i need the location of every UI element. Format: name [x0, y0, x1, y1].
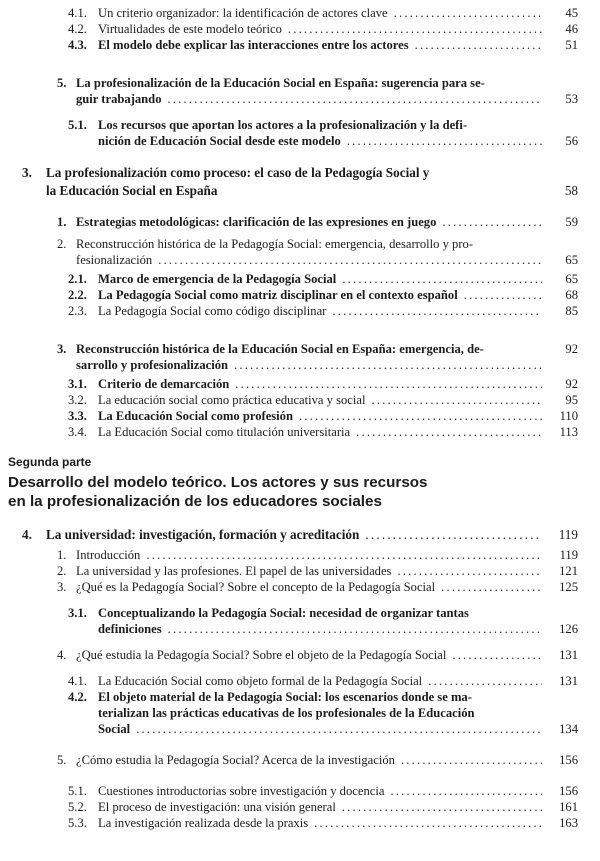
toc-entry — [0, 547, 600, 563]
entry-number: 1. — [57, 547, 67, 562]
entry-title: ¿Qué es la Pedagogía Social? Sobre el concepto de la Pedagogía Social — [76, 579, 436, 594]
entry-number: 4. — [57, 647, 67, 662]
toc-line — [0, 357, 600, 373]
page-number: 85 — [565, 304, 578, 318]
page-number: 65 — [565, 272, 578, 286]
page-number: 119 — [558, 527, 578, 542]
toc-entry — [0, 287, 600, 303]
page-number: 156 — [559, 752, 578, 767]
dot-leader — [314, 815, 542, 831]
entry-title: La profesionalización de la Educación Social en España: sugerencia para se- — [76, 76, 485, 90]
entry-number: 5. — [57, 752, 67, 767]
entry-title: El proceso de investigación: una visión general — [98, 799, 336, 814]
toc-line — [0, 236, 600, 252]
toc-line — [0, 341, 600, 357]
page-number: 110 — [559, 409, 578, 423]
dot-leader — [146, 547, 542, 563]
toc-entry — [0, 673, 600, 689]
page-number: 58 — [564, 182, 578, 198]
entry-title: El modelo debe explicar las interacciones entre los actores — [98, 38, 409, 52]
dot-leader — [158, 252, 542, 268]
part-heading — [0, 455, 600, 511]
entry-title: Estrategias metodológicas: clarificación de las expresiones en juego — [76, 215, 437, 229]
dot-leader — [452, 647, 542, 663]
entry-number: 4.2. — [68, 689, 87, 704]
entry-number: 4.1. — [68, 673, 87, 688]
dot-leader — [299, 408, 542, 424]
toc-entry — [0, 341, 600, 373]
page-number: 68 — [565, 288, 578, 302]
toc-line — [0, 547, 600, 563]
toc-entry — [0, 408, 600, 424]
toc-line — [0, 408, 600, 424]
entry-number: 3. — [57, 342, 67, 356]
toc-line — [0, 75, 600, 91]
entry-number: 2.2. — [68, 288, 87, 302]
toc-line — [0, 214, 600, 230]
toc-line — [0, 605, 600, 621]
dot-leader — [441, 579, 542, 595]
entry-title: La Pedagogía Social como matriz disciplinar en el contexto español — [98, 288, 458, 302]
toc-line — [0, 392, 600, 408]
dot-leader — [347, 133, 542, 149]
page-number: 125 — [559, 579, 578, 594]
page-number: 46 — [565, 22, 578, 36]
page-number: 92 — [565, 342, 578, 356]
page-number: 156 — [559, 783, 578, 798]
entry-title: Social — [98, 721, 131, 736]
page-number: 56 — [565, 134, 578, 148]
toc-entry — [0, 563, 600, 579]
entry-title: Los recursos que aportan los actores a la profesionalización y la defi- — [98, 118, 468, 132]
toc-line — [0, 21, 600, 37]
entry-title: Un criterio organizador: la identificación de actores clave — [98, 6, 388, 20]
dot-leader — [464, 287, 542, 303]
dot-leader — [401, 752, 542, 768]
entry-number: 3.4. — [68, 425, 87, 439]
entry-title: ¿Qué estudia la Pedagogía Social? Sobre el objeto de la Pedagogía Social — [76, 647, 447, 662]
page-number: 53 — [565, 92, 578, 106]
toc-entry — [0, 75, 600, 107]
entry-title: Cuestiones introductorias sobre investigación y docencia — [98, 783, 385, 798]
entry-number: 5. — [57, 76, 67, 90]
entry-number: 5.2. — [68, 799, 87, 814]
entry-number: 4.3. — [68, 38, 87, 52]
entry-title: Reconstrucción histórica de la Pedagogía Social: emergencia, desarrollo y pro- — [76, 237, 474, 251]
toc-entry — [0, 424, 600, 440]
toc-entry — [0, 392, 600, 408]
toc-entry — [0, 783, 600, 799]
entry-title: guir trabajando — [76, 92, 162, 106]
toc-line — [0, 563, 600, 579]
toc-line — [0, 91, 600, 107]
entry-number: 5.3. — [68, 815, 87, 830]
dot-leader — [397, 563, 542, 579]
toc-line — [0, 689, 600, 705]
page-number: 126 — [559, 621, 578, 636]
toc-entry — [0, 117, 600, 149]
entry-title: La Educación Social como objeto formal de la Pedagogía Social — [98, 673, 423, 688]
toc-line — [0, 783, 600, 799]
entry-title: La educación social como práctica educativa y social — [98, 393, 366, 407]
entry-title: sarrollo y profesionalización — [76, 358, 229, 372]
entry-number: 3. — [22, 165, 32, 180]
dot-leader — [394, 5, 542, 21]
entry-number: 2.3. — [68, 304, 87, 318]
dot-leader — [390, 783, 542, 799]
dot-leader — [415, 37, 542, 53]
entry-number: 1. — [57, 215, 67, 229]
page-number: 131 — [559, 673, 578, 688]
toc-entry — [0, 5, 600, 21]
dot-leader — [136, 721, 542, 737]
dot-leader — [234, 357, 542, 373]
part-title-line: en la profesionalización de los educadores sociales — [8, 493, 382, 510]
dot-leader — [332, 303, 542, 319]
entry-number: 3. — [57, 579, 67, 594]
toc-entry — [0, 752, 600, 768]
page-number: 113 — [559, 425, 578, 439]
entry-title: terializan las prácticas educativas de los profesionales de la Educación — [98, 705, 475, 720]
entry-title: Introducción — [76, 547, 141, 562]
toc-line — [0, 271, 600, 287]
page-number: 51 — [565, 38, 578, 52]
entry-number: 2. — [57, 563, 67, 578]
toc-line — [0, 815, 600, 831]
page-number: 119 — [559, 547, 578, 562]
toc-entry — [0, 689, 600, 737]
toc-line — [0, 647, 600, 663]
part-title-line: Desarrollo del modelo teórico. Los actores y sus recursos — [8, 474, 428, 491]
toc-line — [0, 621, 600, 637]
toc-entry — [0, 236, 600, 268]
entry-number: 5.1. — [68, 118, 87, 132]
entry-title: fesionalización — [76, 253, 153, 267]
entry-title: nición de Educación Social desde este modelo — [98, 134, 341, 148]
page-number: 134 — [559, 721, 578, 736]
toc-line — [0, 705, 600, 721]
toc-line — [0, 376, 600, 392]
page-number: 95 — [565, 393, 578, 407]
dot-leader — [342, 799, 542, 815]
toc-entry — [0, 605, 600, 637]
dot-leader — [356, 424, 542, 440]
entry-number: 2.1. — [68, 272, 87, 286]
toc-entry — [0, 214, 600, 230]
page-number: 163 — [559, 815, 578, 830]
toc-entry — [0, 164, 600, 199]
toc-line — [0, 303, 600, 319]
toc-line — [0, 579, 600, 595]
page-number: 59 — [565, 215, 578, 229]
entry-title: La Pedagogía Social como código disciplinar — [98, 304, 327, 318]
page-number: 92 — [565, 377, 578, 391]
entry-title: La Educación Social como profesión — [98, 409, 293, 423]
dot-leader — [288, 21, 542, 37]
entry-title: Conceptualizando la Pedagogía Social: necesidad de organizar tantas — [98, 605, 469, 620]
toc-entry — [0, 21, 600, 37]
toc-line — [0, 133, 600, 149]
toc-entry — [0, 37, 600, 53]
entry-title: Criterio de demarcación — [98, 377, 230, 391]
entry-title: Reconstrucción histórica de la Educación Social en España: emergencia, de- — [76, 342, 484, 356]
dot-leader — [235, 376, 542, 392]
toc-line — [0, 117, 600, 133]
dot-leader — [365, 526, 542, 544]
entry-title: La investigación realizada desde la praxis — [98, 815, 309, 830]
dot-leader — [372, 392, 543, 408]
entry-title: La Educación Social como titulación universitaria — [98, 425, 351, 439]
entry-number: 5.1. — [68, 783, 87, 798]
page-number: 131 — [559, 647, 578, 662]
toc-line — [0, 526, 600, 544]
entry-number: 2. — [57, 237, 67, 251]
toc-line — [0, 182, 600, 200]
toc-line — [0, 164, 600, 182]
dot-leader — [168, 91, 543, 107]
toc-line — [0, 752, 600, 768]
toc-entry — [0, 647, 600, 663]
toc-list — [0, 5, 600, 831]
entry-title: definiciones — [98, 621, 162, 636]
dot-leader — [428, 673, 542, 689]
toc-line — [0, 37, 600, 53]
entry-title: la Educación Social en España — [46, 182, 218, 198]
entry-title: El objeto material de la Pedagogía Social: los escenarios donde se ma- — [98, 689, 472, 704]
entry-number: 4.2. — [68, 22, 87, 36]
toc-line — [0, 673, 600, 689]
toc-entry — [0, 815, 600, 831]
entry-number: 4.1. — [68, 6, 87, 20]
dot-leader — [168, 621, 542, 637]
entry-number: 3.2. — [68, 393, 87, 407]
toc-entry — [0, 579, 600, 595]
entry-number: 3.1. — [68, 605, 87, 620]
toc-line — [0, 721, 600, 737]
page-number: 121 — [559, 563, 578, 578]
toc-entry — [0, 271, 600, 287]
page-number: 161 — [559, 799, 578, 814]
toc-entry — [0, 526, 600, 544]
toc-entry — [0, 376, 600, 392]
toc-entry — [0, 799, 600, 815]
toc-line — [0, 287, 600, 303]
part-kicker: Segunda parte — [8, 455, 92, 469]
toc-line — [0, 5, 600, 21]
dot-leader — [442, 214, 542, 230]
entry-title: La profesionalización como proceso: el caso de la Pedagogía Social y — [46, 165, 430, 180]
entry-title: Marco de emergencia de la Pedagogía Social — [98, 272, 337, 286]
entry-number: 3.1. — [68, 377, 87, 391]
entry-title: La universidad y las profesiones. El papel de las universidades — [76, 563, 392, 578]
dot-leader — [342, 271, 542, 287]
entry-title: La universidad: investigación, formación y acreditación — [46, 527, 360, 542]
page-number: 65 — [565, 253, 578, 267]
entry-number: 3.3. — [68, 409, 87, 423]
page-number: 45 — [565, 6, 578, 20]
toc-line — [0, 799, 600, 815]
toc-line — [0, 252, 600, 268]
toc-line — [0, 424, 600, 440]
entry-title: Virtualidades de este modelo teórico — [98, 22, 282, 36]
entry-number: 4. — [22, 527, 32, 542]
toc-entry — [0, 303, 600, 319]
entry-title: ¿Cómo estudia la Pedagogía Social? Acerca de la investigación — [76, 752, 395, 767]
